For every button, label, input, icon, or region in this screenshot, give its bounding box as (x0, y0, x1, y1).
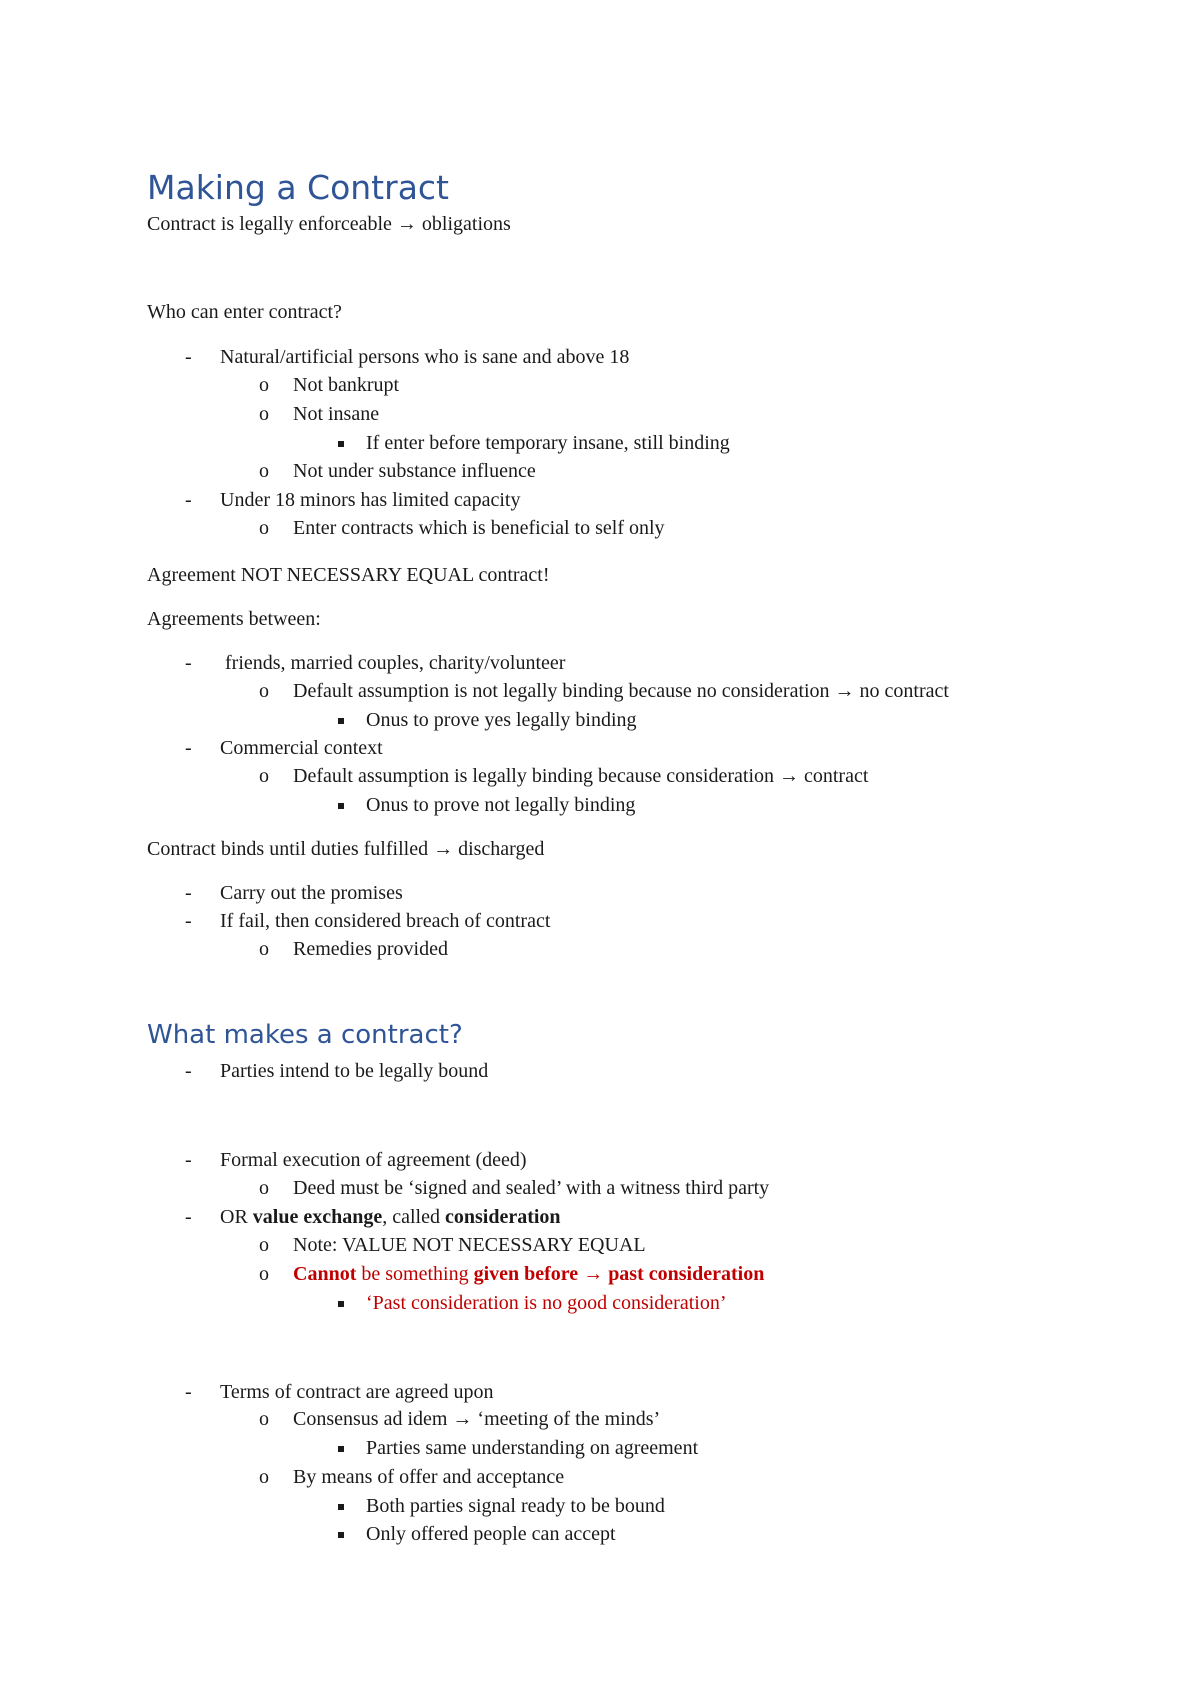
list-item: friends, married couples, charity/volunteer (225, 652, 566, 674)
circle-bullet: o (259, 1263, 269, 1285)
agreement-note: Agreement NOT NECESSARY EQUAL contract! (147, 564, 550, 586)
dash-bullet: - (185, 910, 192, 932)
square-bullet (338, 441, 344, 447)
dash-bullet: - (185, 882, 192, 904)
circle-bullet: o (259, 1466, 269, 1488)
list-item: If fail, then considered breach of contract (220, 910, 551, 932)
dash-bullet: - (185, 652, 192, 674)
list-item: Carry out the promises (220, 882, 403, 904)
list-item: Not bankrupt (293, 374, 400, 396)
list-item: Commercial context (220, 737, 383, 759)
square-bullet (338, 718, 344, 724)
list-item: Parties intend to be legally bound (220, 1060, 489, 1082)
page-title: Making a Contract (147, 168, 449, 207)
intro-text: Contract is legally enforceable → obligations (147, 213, 511, 235)
list-item: Onus to prove yes legally binding (366, 709, 637, 731)
list-item: Enter contracts which is beneficial to self only (293, 517, 665, 539)
list-item: Parties same understanding on agreement (366, 1437, 699, 1459)
circle-bullet: o (259, 1177, 269, 1199)
list-item: Default assumption is legally binding because consideration → contract (293, 765, 869, 787)
dash-bullet: - (185, 1206, 192, 1228)
binds-heading: Contract binds until duties fulfilled → discharged (147, 838, 545, 860)
circle-bullet: o (259, 680, 269, 702)
circle-bullet: o (259, 1408, 269, 1430)
circle-bullet: o (259, 765, 269, 787)
square-bullet (338, 1504, 344, 1510)
list-item: Not insane (293, 403, 380, 425)
list-item: Consensus ad idem → ‘meeting of the minds’ (293, 1408, 661, 1430)
list-item-past-consideration: Cannot be something given before → past consideration (293, 1263, 765, 1285)
list-item: Under 18 minors has limited capacity (220, 489, 521, 511)
circle-bullet: o (259, 1234, 269, 1256)
list-item: Only offered people can accept (366, 1523, 616, 1545)
list-item-consideration: OR value exchange, called consideration (220, 1206, 561, 1228)
dash-bullet: - (185, 737, 192, 759)
list-item: Not under substance influence (293, 460, 536, 482)
list-item: Both parties signal ready to be bound (366, 1495, 665, 1517)
square-bullet (338, 1301, 344, 1307)
square-bullet (338, 1446, 344, 1452)
dash-bullet: - (185, 1149, 192, 1171)
circle-bullet: o (259, 517, 269, 539)
list-item: Deed must be ‘signed and sealed’ with a witness third party (293, 1177, 770, 1199)
agreements-heading: Agreements between: (147, 608, 321, 630)
list-item: Remedies provided (293, 938, 448, 960)
list-item: By means of offer and acceptance (293, 1466, 565, 1488)
dash-bullet: - (185, 1060, 192, 1082)
section-title: What makes a contract? (147, 1020, 463, 1050)
list-item: ‘Past consideration is no good consideration’ (366, 1292, 727, 1314)
dash-bullet: - (185, 489, 192, 511)
circle-bullet: o (259, 403, 269, 425)
square-bullet (338, 1532, 344, 1538)
list-item: If enter before temporary insane, still binding (366, 432, 730, 454)
circle-bullet: o (259, 938, 269, 960)
circle-bullet: o (259, 460, 269, 482)
list-item: Formal execution of agreement (deed) (220, 1149, 527, 1171)
square-bullet (338, 803, 344, 809)
list-item: Terms of contract are agreed upon (220, 1381, 494, 1403)
dash-bullet: - (185, 1381, 192, 1403)
dash-bullet: - (185, 346, 192, 368)
list-item: Note: VALUE NOT NECESSARY EQUAL (293, 1234, 646, 1256)
circle-bullet: o (259, 374, 269, 396)
list-item: Natural/artificial persons who is sane and above 18 (220, 346, 630, 368)
list-item: Default assumption is not legally binding because no consideration → no contract (293, 680, 949, 702)
list-item: Onus to prove not legally binding (366, 794, 636, 816)
who-heading: Who can enter contract? (147, 301, 342, 323)
